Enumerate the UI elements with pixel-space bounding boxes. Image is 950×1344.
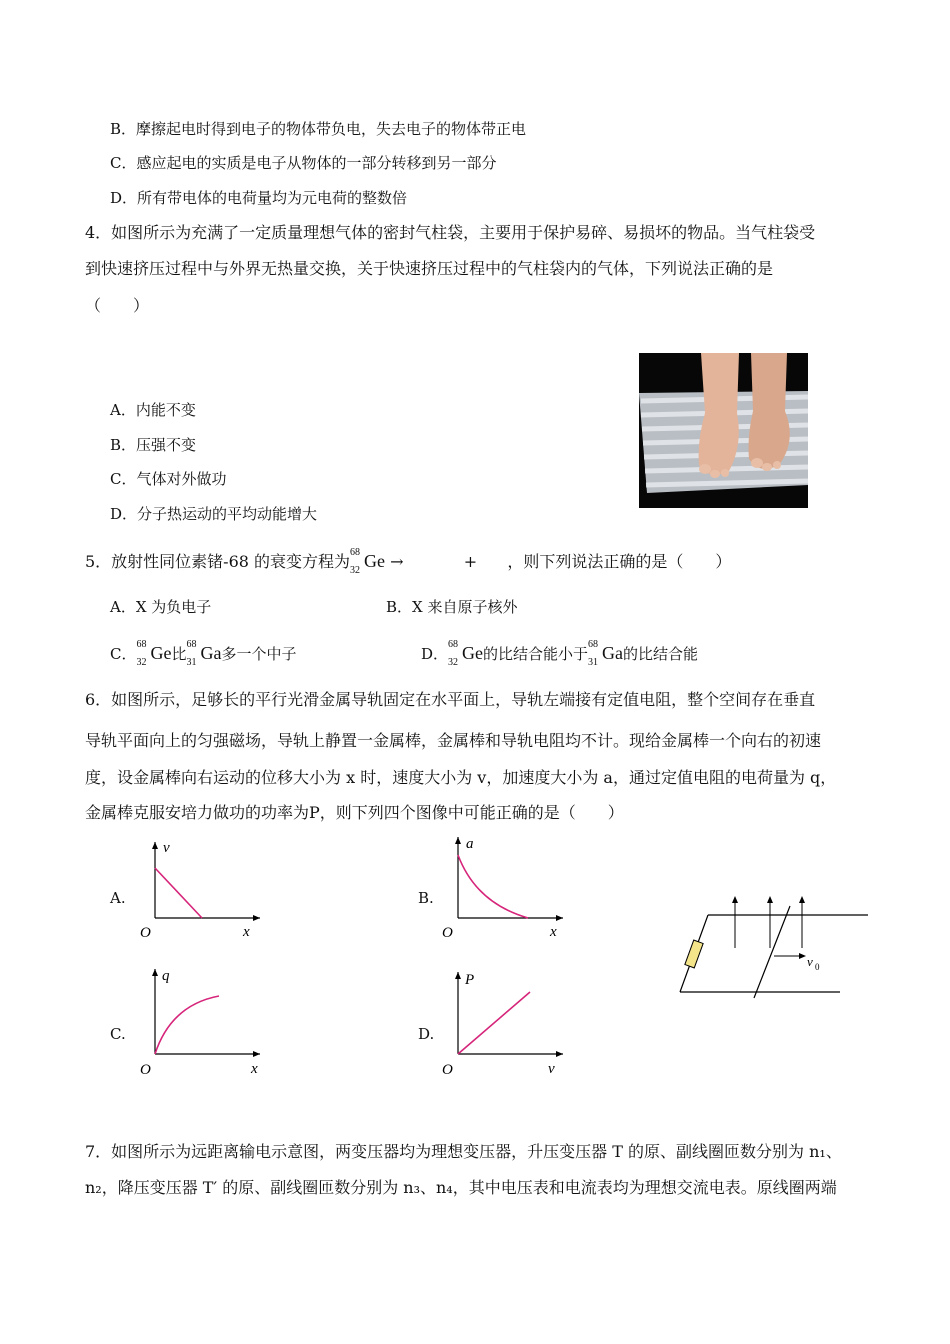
q5-option-b: B．X 来自原子核外 <box>386 598 518 616</box>
q6-stem-line3: 度，设金属棒向右运动的位移大小为 x 时，速度大小为 v，加速度大小为 a，通过定值电阻的电荷量为 q， <box>85 768 837 787</box>
q4-option-b: B．压强不变 <box>110 436 197 454</box>
q4-option-a: A．内能不变 <box>110 401 196 419</box>
ge-mass: 68 <box>136 639 147 650</box>
q5-prefix: 5．放射性同位素锗-68 的衰变方程为 <box>85 552 351 571</box>
ge-nuclide-c <box>136 639 172 668</box>
air-column-bag-photo <box>639 353 808 508</box>
ga-sym: Ga <box>200 643 222 663</box>
ge-mass: 68 <box>448 639 459 650</box>
ga-nuclide-c <box>186 639 222 668</box>
graph-c-label: C. <box>110 1025 126 1043</box>
q4-stem-line2: 到快速挤压过程中与外界无热量交换，关于快速挤压过程中的气柱袋内的气体，下列说法正确的是 <box>85 259 774 278</box>
q5-c-label: C． <box>110 645 137 663</box>
graph-c-q-x <box>135 965 265 1080</box>
v0-subscript: 0 <box>815 962 820 972</box>
graph-d-ylabel: P <box>465 972 475 988</box>
q5-stem <box>85 547 732 576</box>
graph-b-xlabel: x <box>550 924 557 940</box>
q6-stem-line4: 金属棒克服安培力做功的功率为P，则下列四个图像中可能正确的是（ ） <box>85 803 624 822</box>
graph-d-label: D. <box>418 1025 435 1043</box>
ga-sym: Ga <box>602 643 624 663</box>
ga-mass: 68 <box>588 639 599 650</box>
q6-stem-line1: 6．如图所示，足够长的平行光滑金属导轨固定在水平面上，导轨左端接有定值电阻，整个空间存在垂直 <box>85 690 816 709</box>
q4-stem-line1: 4．如图所示为充满了一定质量理想气体的密封气柱袋，主要用于保护易碎、易损坏的物品。当气柱袋受 <box>85 223 816 242</box>
q3-option-c: C．感应起电的实质是电子从物体的一部分转移到另一部分 <box>110 154 497 172</box>
graph-b-ylabel: a <box>466 836 474 852</box>
q5-option-d <box>421 639 699 668</box>
graph-b-a-x <box>438 833 568 943</box>
ga-charge: 31 <box>186 657 197 668</box>
q4-stem-line3: （ ） <box>85 296 150 315</box>
q4-option-c: C．气体对外做功 <box>110 470 227 488</box>
ge-nuclide-d <box>448 639 484 668</box>
ge-charge-number: 32 <box>350 565 361 576</box>
q7-stem-line2: n₂，降压变压器 T′ 的原、副线圈匝数分别为 n₃、n₄，其中电压表和电流表均为理想交流电表。原线圈两端 <box>85 1178 837 1197</box>
decay-arrow: → <box>390 552 404 571</box>
ge-charge: 32 <box>136 657 147 668</box>
graph-c-origin: O <box>140 1062 151 1078</box>
graph-a-xlabel: x <box>243 924 250 940</box>
graph-b-label: B. <box>418 889 434 907</box>
ga-nuclide-d <box>588 639 624 668</box>
q7-stem-line1: 7．如图所示为远距离输电示意图，两变压器均为理想变压器，升压变压器 T 的原、副线圈匝数分别为 n₁、 <box>85 1142 842 1161</box>
q5-option-a: A．X 为负电子 <box>110 598 212 616</box>
graph-a-v-x <box>135 838 265 943</box>
plus-sign: + <box>463 552 478 571</box>
q5-c-suffix: 多一个中子 <box>221 645 297 663</box>
q5-d-suffix: 的比结合能 <box>623 645 699 663</box>
q5-suffix: ，则下列说法正确的是（ ） <box>507 552 732 571</box>
graph-d-p-v <box>438 968 568 1080</box>
ge-mass-number: 68 <box>350 547 361 558</box>
graph-b-origin: O <box>442 925 453 941</box>
q3-option-b: B．摩擦起电时得到电子的物体带负电，失去电子的物体带正电 <box>110 120 527 138</box>
q4-option-d: D．分子热运动的平均动能增大 <box>110 505 318 523</box>
ge-sym: Ge <box>150 643 172 663</box>
q5-d-label: D． <box>421 645 449 663</box>
q3-option-d: D．所有带电体的电荷量均为元电荷的整数倍 <box>110 189 408 207</box>
ga-mass: 68 <box>186 639 197 650</box>
graph-a-label: A. <box>110 889 126 907</box>
graph-a-ylabel: v <box>163 840 170 856</box>
q5-option-c <box>110 639 297 668</box>
ga-charge: 31 <box>588 657 599 668</box>
ge-symbol: Ge <box>364 551 386 571</box>
q6-stem-line2: 导轨平面向上的匀强磁场，导轨上静置一金属棒，金属棒和导轨电阻均不计。现给金属棒一个向右的初速 <box>85 731 822 750</box>
graph-d-origin: O <box>442 1062 453 1078</box>
graph-d-xlabel: v <box>548 1061 555 1077</box>
q5-c-mid: 比 <box>171 645 187 663</box>
graph-c-ylabel: q <box>162 968 170 984</box>
ge-nuclide <box>350 547 386 576</box>
graph-a-origin: O <box>140 925 151 941</box>
rail-circuit-diagram <box>670 888 875 1003</box>
ge-sym: Ge <box>462 643 484 663</box>
graph-c-xlabel: x <box>251 1061 258 1077</box>
v0-label: v <box>807 954 813 969</box>
ge-charge: 32 <box>448 657 459 668</box>
q5-d-mid: 的比结合能小于 <box>483 645 589 663</box>
